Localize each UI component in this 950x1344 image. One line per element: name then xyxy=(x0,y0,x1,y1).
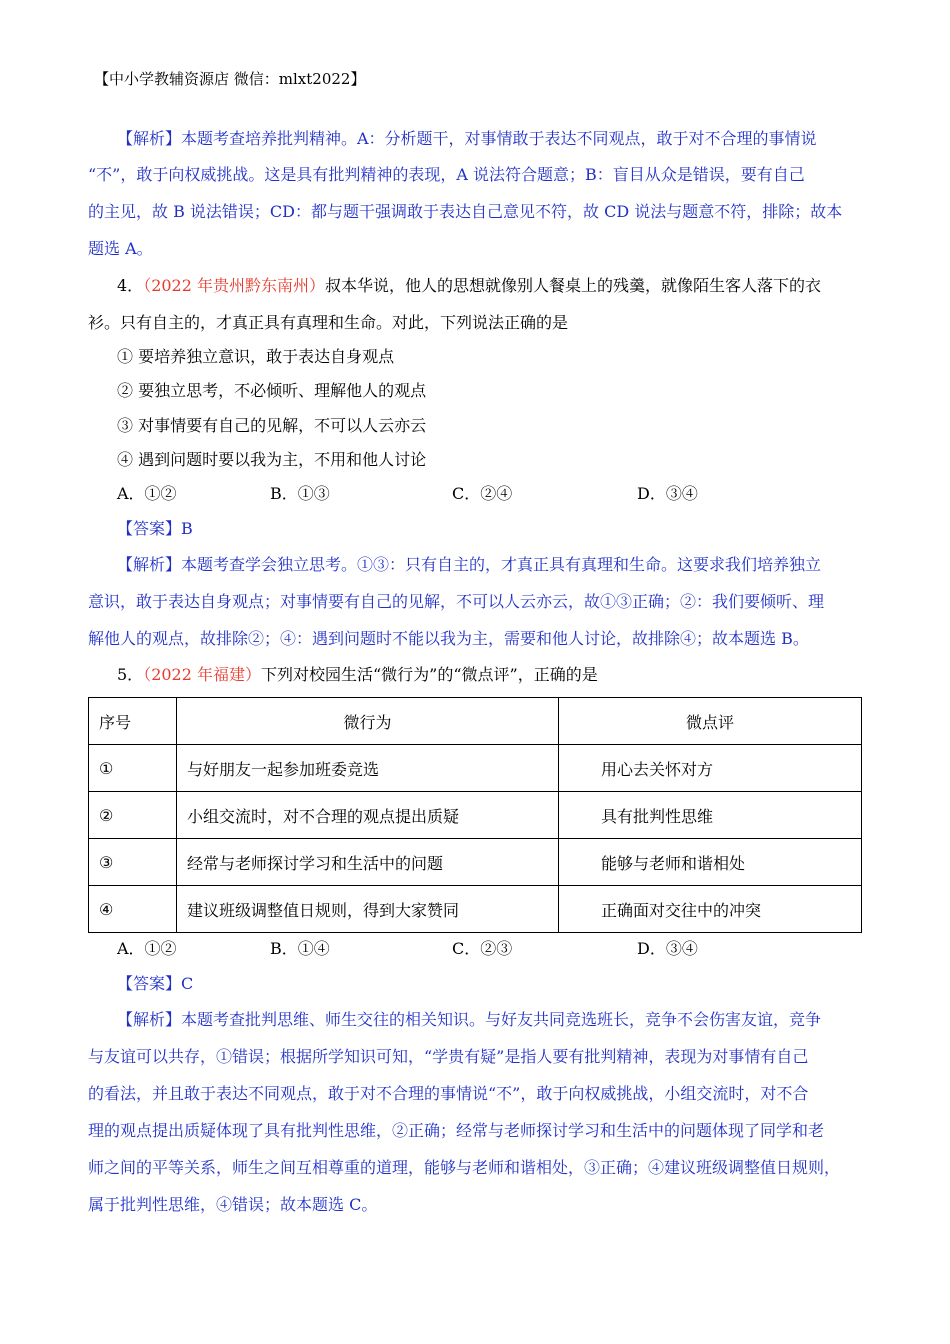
table-cell-index: ① xyxy=(89,745,177,792)
table-cell-comment: 能够与老师和谐相处 xyxy=(559,839,862,886)
table-cell-comment: 正确面对交往中的冲突 xyxy=(559,886,862,933)
q5-source: （2022 年福建） xyxy=(143,665,261,684)
q5-analysis-line-3: 的看法，并且敢于表达不同观点，敢于对不合理的事情说“不”，敢于向权威挑战，小组交流时，对不合 xyxy=(88,1084,809,1103)
q4-answer: 【答案】B xyxy=(117,519,193,538)
q5-stem-text: 下列对校园生活“微行为”的“微点评”，正确的是 xyxy=(261,665,598,684)
q4-item-1: ① 要培养独立意识，敢于表达自身观点 xyxy=(117,347,395,366)
table-row xyxy=(89,886,862,933)
q4-option-d: D．③④ xyxy=(637,484,698,503)
analysis3-line-3: 的主见，故 B 说法错误；CD：都与题干强调敢于表达自己意见不符，故 CD 说法与题意不符，排除；故本 xyxy=(88,202,843,221)
q4-number: 4． xyxy=(117,276,144,295)
q5-option-c: C．②③ xyxy=(452,939,513,958)
table-header-cell: 序号 xyxy=(89,698,177,745)
q5-analysis-line-5: 师之间的平等关系，师生之间互相尊重的道理，能够与老师和谐相处，③正确；④建议班级调整值日规则， xyxy=(88,1158,841,1177)
q5-stem xyxy=(117,665,598,685)
table-row xyxy=(89,839,862,886)
q4-item-3: ③ 对事情要有自己的见解，不可以人云亦云 xyxy=(117,416,427,435)
table-cell-comment: 具有批判性思维 xyxy=(559,792,862,839)
table-row xyxy=(89,792,862,839)
table-header-cell: 微点评 xyxy=(559,698,862,745)
table-cell-behavior: 建议班级调整值日规则，得到大家赞同 xyxy=(177,886,559,933)
table-header-cell: 微行为 xyxy=(177,698,559,745)
q4-stem xyxy=(117,276,821,296)
table-cell-index: ③ xyxy=(89,839,177,886)
q5-number: 5． xyxy=(117,665,144,684)
table-header-row xyxy=(89,698,862,745)
table-cell-index: ② xyxy=(89,792,177,839)
q4-item-2: ② 要独立思考，不必倾听、理解他人的观点 xyxy=(117,381,427,400)
q5-option-d: D．③④ xyxy=(637,939,698,958)
q4-analysis-line-1: 【解析】本题考查学会独立思考。①③：只有自主的，才真正具有真理和生命。这要求我们培养独立 xyxy=(117,555,822,574)
analysis3-line-4: 题选 A。 xyxy=(88,239,153,258)
page-header: 【中小学教辅资源店 微信：mlxt2022】 xyxy=(94,70,366,88)
q5-option-b: B．①④ xyxy=(270,939,330,958)
q5-analysis-line-6: 属于批判性思维，④错误；故本题选 C。 xyxy=(88,1195,378,1214)
q5-analysis-line-4: 理的观点提出质疑体现了具有批判性思维，②正确；经常与老师探讨学习和生活中的问题体现了同学和老 xyxy=(88,1121,825,1140)
q4-option-b: B．①③ xyxy=(270,484,330,503)
q5-analysis-line-1: 【解析】本题考查批判思维、师生交往的相关知识。与好友共同竞选班长，竞争不会伤害友谊，竞争 xyxy=(117,1010,822,1029)
table-cell-behavior: 小组交流时，对不合理的观点提出质疑 xyxy=(177,792,559,839)
table-cell-index: ④ xyxy=(89,886,177,933)
q5-answer: 【答案】C xyxy=(117,974,194,993)
table-cell-comment: 用心去关怀对方 xyxy=(559,745,862,792)
q5-option-a: A．①② xyxy=(117,939,177,958)
q4-option-a: A．①② xyxy=(117,484,177,503)
table-cell-behavior: 与好朋友一起参加班委竞选 xyxy=(177,745,559,792)
q4-stem-line1: 叔本华说，他人的思想就像别人餐桌上的残羹，就像陌生客人落下的衣 xyxy=(325,276,822,295)
q4-source: （2022 年贵州黔东南州） xyxy=(143,276,325,295)
table-cell-behavior: 经常与老师探讨学习和生活中的问题 xyxy=(177,839,559,886)
q5-table xyxy=(88,697,862,933)
q4-option-c: C．②④ xyxy=(452,484,513,503)
table-row xyxy=(89,745,862,792)
q4-stem-line2: 衫。只有自主的，才真正具有真理和生命。对此，下列说法正确的是 xyxy=(88,313,569,332)
q5-analysis-line-2: 与友谊可以共存，①错误；根据所学知识可知，“学贵有疑”是指人要有批判精神，表现为对事情有自己 xyxy=(88,1047,809,1066)
q4-analysis-line-2: 意识，敢于表达自身观点；对事情要有自己的见解，不可以人云亦云，故①③正确；②：我们要倾听、理 xyxy=(88,592,825,611)
q4-item-4: ④ 遇到问题时要以我为主，不用和他人讨论 xyxy=(117,450,427,469)
analysis3-line-2: “不”，敢于向权威挑战。这是具有批判精神的表现，A 说法符合题意；B：盲目从众是错误，要有自己 xyxy=(88,165,805,184)
q4-analysis-line-3: 解他人的观点，故排除②；④：遇到问题时不能以我为主，需要和他人讨论，故排除④；故本题选 B。 xyxy=(88,629,809,648)
analysis3-line-1: 【解析】本题考查培养批判精神。A：分析题干，对事情敢于表达不同观点，敢于对不合理的事情说 xyxy=(117,129,817,148)
